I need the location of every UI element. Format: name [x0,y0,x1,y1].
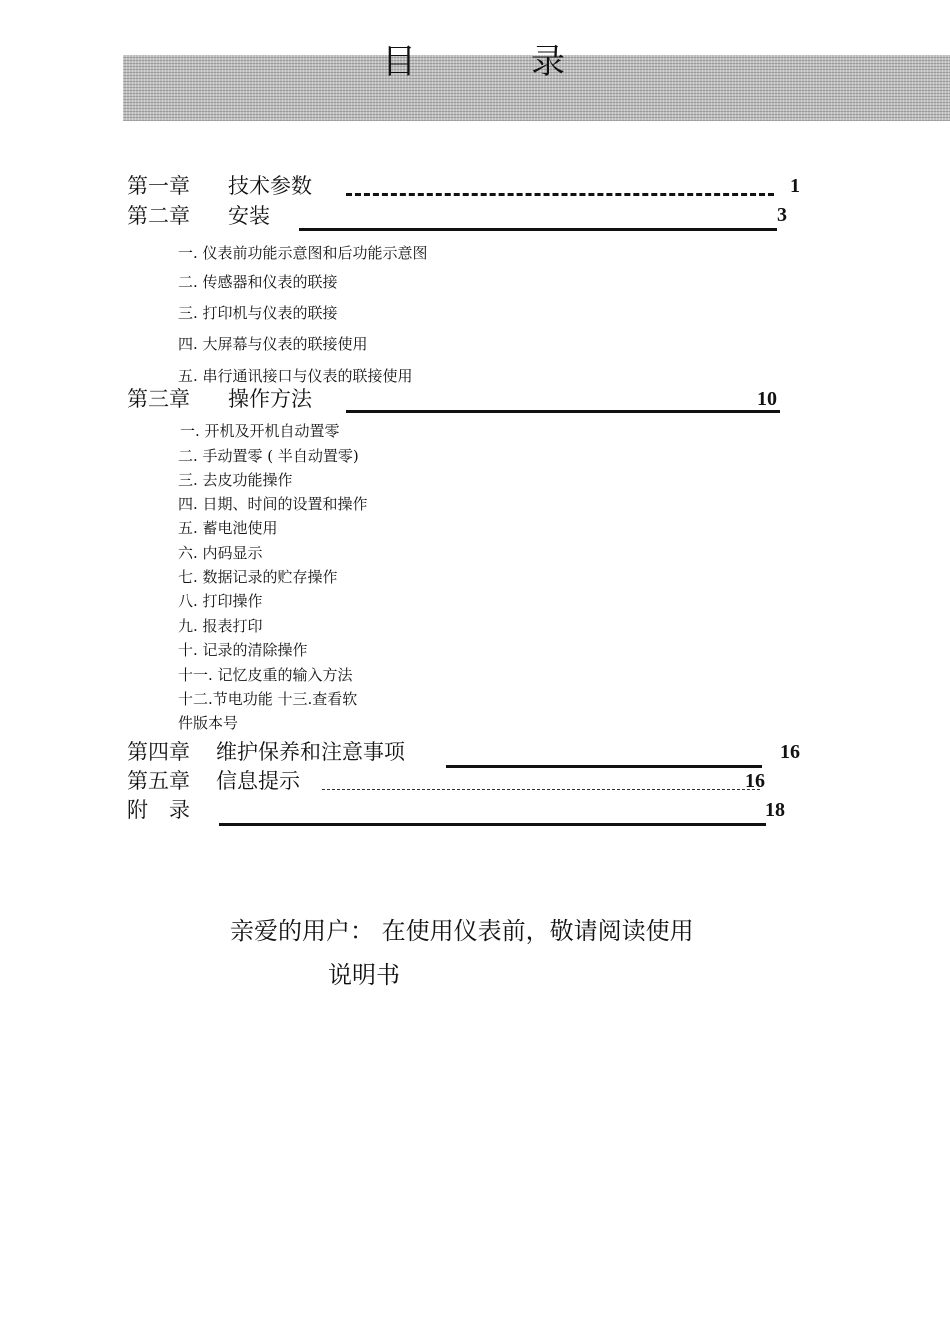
toc-chapter-2-leader [299,228,777,231]
toc-ch3-item: 十二.节电功能 十三.查看软 [178,690,358,708]
toc-chapter-1-leader [346,193,774,196]
toc-ch3-item: 二. 手动置零 ( 半自动置零) [178,447,359,465]
toc-chapter-1-page: 1 [790,175,800,197]
toc-chapter-3-page: 10 [757,388,777,410]
toc-chapter-4-page: 16 [780,741,800,763]
toc-ch3-item: 七. 数据记录的贮存操作 [178,568,338,586]
toc-chapter-4-leader [446,765,762,768]
toc-chapter-5-label: 第五章 [127,769,190,793]
toc-chapter-5-name: 信息提示 [216,769,300,793]
toc-chapter-1-label: 第一章 [127,174,190,198]
toc-ch2-item: 二. 传感器和仪表的联接 [178,273,338,291]
toc-chapter-3-leader [346,410,780,413]
toc-chapter-2-name: 安装 [228,204,270,228]
toc-chapter-2-page: 3 [777,204,787,226]
toc-title-right: 录 [531,42,565,82]
toc-ch3-item: 件版本号 [178,714,239,732]
toc-ch2-item: 四. 大屏幕与仪表的联接使用 [178,335,368,353]
toc-appendix-page: 18 [765,799,785,821]
toc-chapter-3-label: 第三章 [127,387,190,411]
toc-ch3-item: 十. 记录的清除操作 [178,641,308,659]
toc-ch3-item: 六. 内码显示 [178,544,263,562]
toc-ch3-item: 三. 去皮功能操作 [178,471,293,489]
toc-chapter-4-label: 第四章 [127,740,190,764]
toc-title-left: 目 [382,42,416,82]
toc-ch3-item: 九. 报表打印 [178,617,263,635]
toc-ch3-item: 五. 蓄电池使用 [178,519,278,537]
toc-ch2-item: 一. 仪表前功能示意图和后功能示意图 [178,244,428,262]
toc-appendix-leader [219,823,766,826]
toc-ch3-item: 四. 日期、时间的设置和操作 [178,495,368,513]
toc-chapter-5-page: 16 [745,770,765,792]
toc-appendix-label: 附 录 [127,798,190,822]
toc-chapter-1-name: 技术参数 [228,174,312,198]
user-notice-line-2: 说明书 [328,961,400,989]
toc-chapter-4-name: 维护保养和注意事项 [216,740,405,764]
toc-ch2-item: 三. 打印机与仪表的联接 [178,304,338,322]
toc-ch3-item: 八. 打印操作 [178,592,263,610]
toc-chapter-5-leader [322,789,760,790]
toc-ch3-item: 十一. 记忆皮重的输入方法 [178,666,353,684]
toc-chapter-3-name: 操作方法 [228,387,312,411]
toc-ch3-item: 一. 开机及开机自动置零 [180,422,340,440]
user-notice-line-1: 亲爱的用户： 在使用仪表前，敬请阅读使用 [230,917,694,945]
toc-chapter-2-label: 第二章 [127,204,190,228]
toc-ch2-item: 五. 串行通讯接口与仪表的联接使用 [178,367,413,385]
